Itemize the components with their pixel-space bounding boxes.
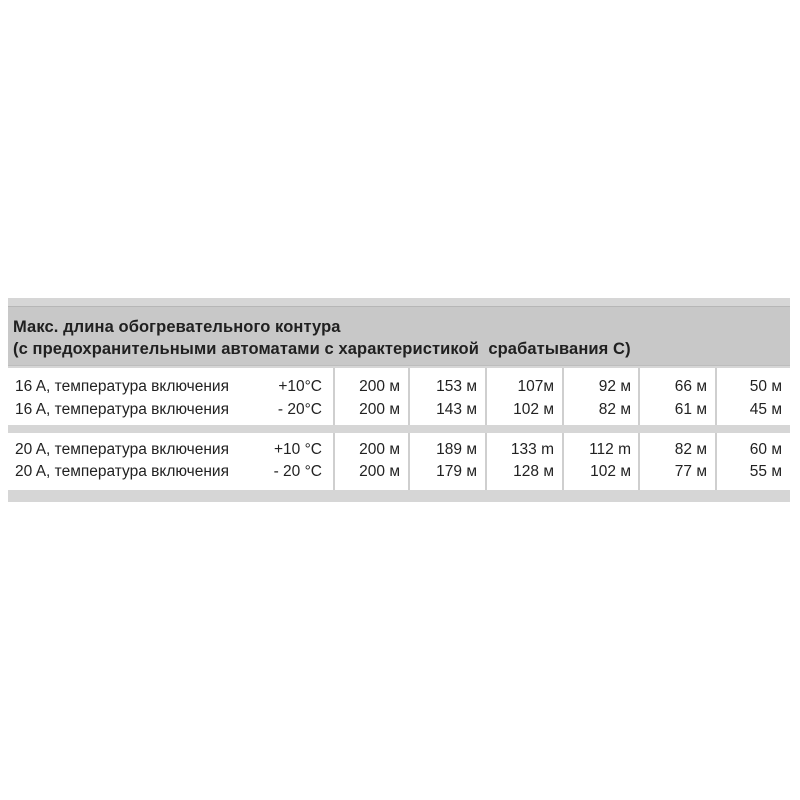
column-divider	[638, 368, 640, 425]
table-header	[8, 306, 790, 366]
column-divider	[485, 433, 487, 490]
column-divider	[562, 433, 564, 490]
table-cell: 77 м	[674, 463, 707, 480]
table-cell: 55 м	[749, 463, 782, 480]
table-cell: 107м	[517, 378, 554, 395]
column-divider	[408, 433, 410, 490]
row-label: 16 A, температура включения	[15, 378, 229, 395]
table-cell: 50 м	[749, 378, 782, 395]
column-divider	[715, 368, 717, 425]
table-cell: 112 m	[589, 441, 631, 458]
table-cell: 92 м	[598, 378, 631, 395]
table-row-group-20a	[8, 433, 790, 490]
table-cell: 189 м	[436, 441, 477, 458]
table-cell: 102 м	[590, 463, 631, 480]
row-temperature: - 20°C	[277, 401, 322, 418]
column-divider	[333, 433, 335, 490]
table-title-line1: Макс. длина обогревательного контура	[13, 318, 341, 336]
table-cell: 200 м	[359, 463, 400, 480]
row-temperature: +10°C	[278, 378, 322, 395]
column-divider	[638, 433, 640, 490]
table-cell: 61 м	[674, 401, 707, 418]
table-cell: 200 м	[359, 441, 400, 458]
table-cell: 133 m	[510, 441, 554, 458]
table-cell: 200 м	[359, 378, 400, 395]
column-divider	[408, 368, 410, 425]
table-cell: 128 м	[513, 463, 554, 480]
column-divider	[562, 368, 564, 425]
table-cell: 66 м	[674, 378, 707, 395]
column-divider	[485, 368, 487, 425]
table-cell: 60 м	[749, 441, 782, 458]
row-label: 16 A, температура включения	[15, 401, 229, 418]
heating-circuit-table	[8, 298, 790, 502]
row-temperature: +10 °C	[274, 441, 322, 458]
row-temperature: - 20 °C	[273, 463, 322, 480]
table-row-group-16a	[8, 368, 790, 425]
table-cell: 45 м	[749, 401, 782, 418]
row-label: 20 A, температура включения	[15, 463, 229, 480]
column-divider	[333, 368, 335, 425]
table-cell: 82 м	[598, 401, 631, 418]
table-title-line2: (с предохранительными автоматами с характеристикой срабатывания C)	[13, 340, 631, 358]
table-cell: 179 м	[436, 463, 477, 480]
table-cell: 200 м	[359, 401, 400, 418]
row-label: 20 A, температура включения	[15, 441, 229, 458]
table-cell: 82 м	[674, 441, 707, 458]
table-cell: 143 м	[436, 401, 477, 418]
column-divider	[715, 433, 717, 490]
table-cell: 102 м	[513, 401, 554, 418]
table-cell: 153 м	[436, 378, 477, 395]
